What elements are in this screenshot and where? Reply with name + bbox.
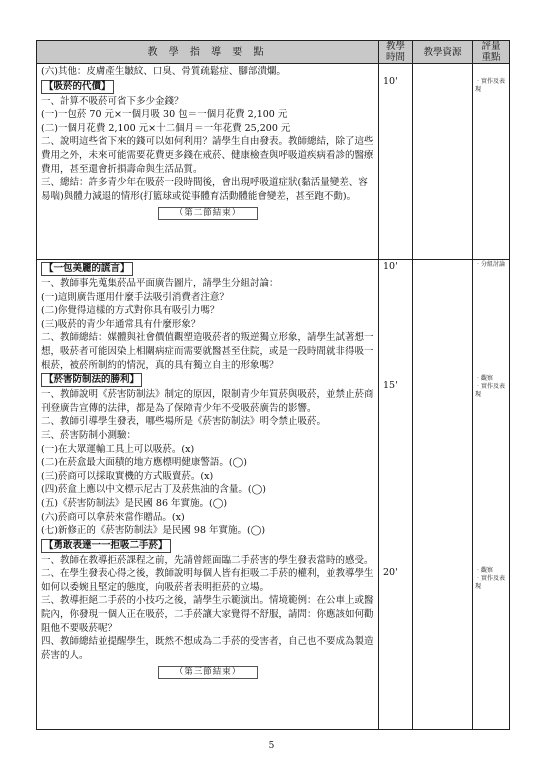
table-header-row xyxy=(37,41,510,64)
header-assessment: 評量 重點 xyxy=(473,41,510,64)
time-value: 15' xyxy=(383,380,398,391)
assessment-note: ‧觀察 xyxy=(475,375,494,382)
assessment-note: ‧實作及表現 xyxy=(475,78,506,93)
text-line: 一、教師事先蒐集菸品平面廣告圖片，請學生分組討論： xyxy=(41,278,279,289)
section-heading: 【勇敢表達一一拒吸二手菸】 xyxy=(41,539,171,553)
time-value: 10' xyxy=(383,261,398,272)
text-line: (二)一個月花費 2,100 元×十二個月＝一年花費 25,200 元 xyxy=(41,122,291,134)
text-line: (二)你覺得這樣的方式對你具有吸引力嗎？ xyxy=(41,305,220,317)
text-paragraph: 一、教師說明《菸害防制法》制定的原因，限制青少年買菸與吸菸，並禁止菸商刊登廣告宣傳的法律，都是為了保障青少年不受吸菸廣告的影響。 xyxy=(41,389,374,414)
section-end-marker: （第二節結束） xyxy=(41,207,375,221)
quiz-item: (六)菸商可以拿菸來當作贈品。(x) xyxy=(41,511,185,523)
text-paragraph: 三、教導拒絕二手菸的小技巧之後，請學生示範演出。情境範例：在公車上或醫院內，你發現一個人正在吸菸，二手菸讓大家覺得不舒服，請問：你應該如何勸阻他不要吸菸呢？ xyxy=(41,595,374,634)
text-line: 二、教師引導學生發表，哪些場所是《菸害防制法》明令禁止吸菸。 xyxy=(41,416,327,428)
assessment-note: ‧觀察 xyxy=(475,567,494,574)
text-paragraph: 四、教師總結並提醒學生，既然不想成為二手菸的受害者，自己也不要成為製造菸害的人。 xyxy=(41,636,374,661)
text-paragraph: 二、說明這些省下來的錢可以如何利用？請學生自由發表。教師總結，除了這些費用之外，未來可能需要花費更多錢在戒菸、健康檢查與呼吸道疾病看診的醫療費用，甚至還會折損壽命與生活品質。 xyxy=(41,136,374,175)
assessment-note: ‧實作及表現 xyxy=(475,575,506,590)
text-line: (六)其他：皮膚產生皺紋、口臭、骨質疏鬆症、腳部潰爛。 xyxy=(41,66,286,77)
quiz-item: (三)菸商可以採取實機的方式販賣菸。(x) xyxy=(41,470,214,482)
assessment-note: ‧分組討論 xyxy=(475,261,506,268)
quiz-item: (一)在大眾運輸工具上可以吸菸。(x) xyxy=(41,443,195,455)
quiz-item: (五)《菸害防制法》是民國 86 年實施。(◯) xyxy=(41,497,228,509)
resource-cell xyxy=(413,64,473,260)
section-heading: 【一包美麗的謊言】 xyxy=(41,262,133,276)
section-three-content xyxy=(37,260,379,730)
quiz-item: (二)在菸盒最大面積的地方應標明健康警語。(◯) xyxy=(41,457,247,469)
section-two-content xyxy=(37,64,379,260)
section-two-row xyxy=(37,64,510,260)
time-cell xyxy=(379,260,413,730)
text-line: (一)一包菸 70 元×一個月吸 30 包＝一個月花費 2,100 元 xyxy=(41,109,288,121)
header-teaching-time: 教學 時間 xyxy=(379,41,413,64)
page-number: 5 xyxy=(268,741,275,751)
quiz-item: (七)新修正的《菸害防制法》是民國 98 年實施。(◯) xyxy=(41,525,266,537)
text-paragraph: 三、總結：許多青少年在吸菸一段時間後，會出現呼吸道症狀(黏活量變差、容易喘)與體力減退的情形(打籃球或從事體育活動體能會變差，甚至跑不動)。 xyxy=(41,177,368,202)
time-value: 10' xyxy=(383,76,398,87)
text-line: 三、菸害防制小測驗： xyxy=(41,429,137,441)
lesson-plan-table xyxy=(36,40,510,730)
section-heading: 【菸害防制法的勝利】 xyxy=(41,373,142,387)
assessment-cell xyxy=(473,260,510,730)
section-three-row xyxy=(37,260,510,730)
resource-cell xyxy=(413,260,473,730)
text-line: (三)吸菸的青少年通常具有什麼形象？ xyxy=(41,318,201,330)
header-teaching-resources: 教學資源 xyxy=(413,41,473,64)
text-line: (一)這則廣告運用什麼手法吸引消費者注意？ xyxy=(41,291,229,303)
text-paragraph: 一、教師在教導拒菸課程之前，先請曾經面臨二手菸害的學生發表當時的感受。 xyxy=(41,554,374,566)
time-value: 20' xyxy=(383,567,398,578)
quiz-item: (四)菸盒上應以中文標示尼古丁及菸焦油的含量。(◯) xyxy=(41,484,266,496)
text-line: 一、計算不吸菸可省下多少金錢？ xyxy=(41,95,184,107)
section-end-marker: （第三節結束） xyxy=(41,666,375,680)
section-heading: 【吸菸的代價】 xyxy=(41,80,114,94)
assessment-cell xyxy=(473,64,510,260)
time-cell xyxy=(379,64,413,260)
assessment-note: ‧實作及表現 xyxy=(475,383,506,398)
header-teaching-points: 教 學 指 導 要 點 xyxy=(37,41,379,64)
text-paragraph: 二、教師總結：媒體與社會價值觀塑造吸菸者的叛逆獨立形象，請學生試著想一想，吸菸者可能因染上相關病症而需要就醫甚至住院，或是一段時間就非得吸一根菸，被菸所制約的情況，真的具有獨立自主的形象嗎？ xyxy=(41,332,374,371)
text-paragraph: 二、在學生發表心得之後，教師說明每個人皆有拒吸二手菸的權利，並教導學生如何以委婉且堅定的態度，向吸菸者表明拒菸的立場。 xyxy=(41,568,374,593)
